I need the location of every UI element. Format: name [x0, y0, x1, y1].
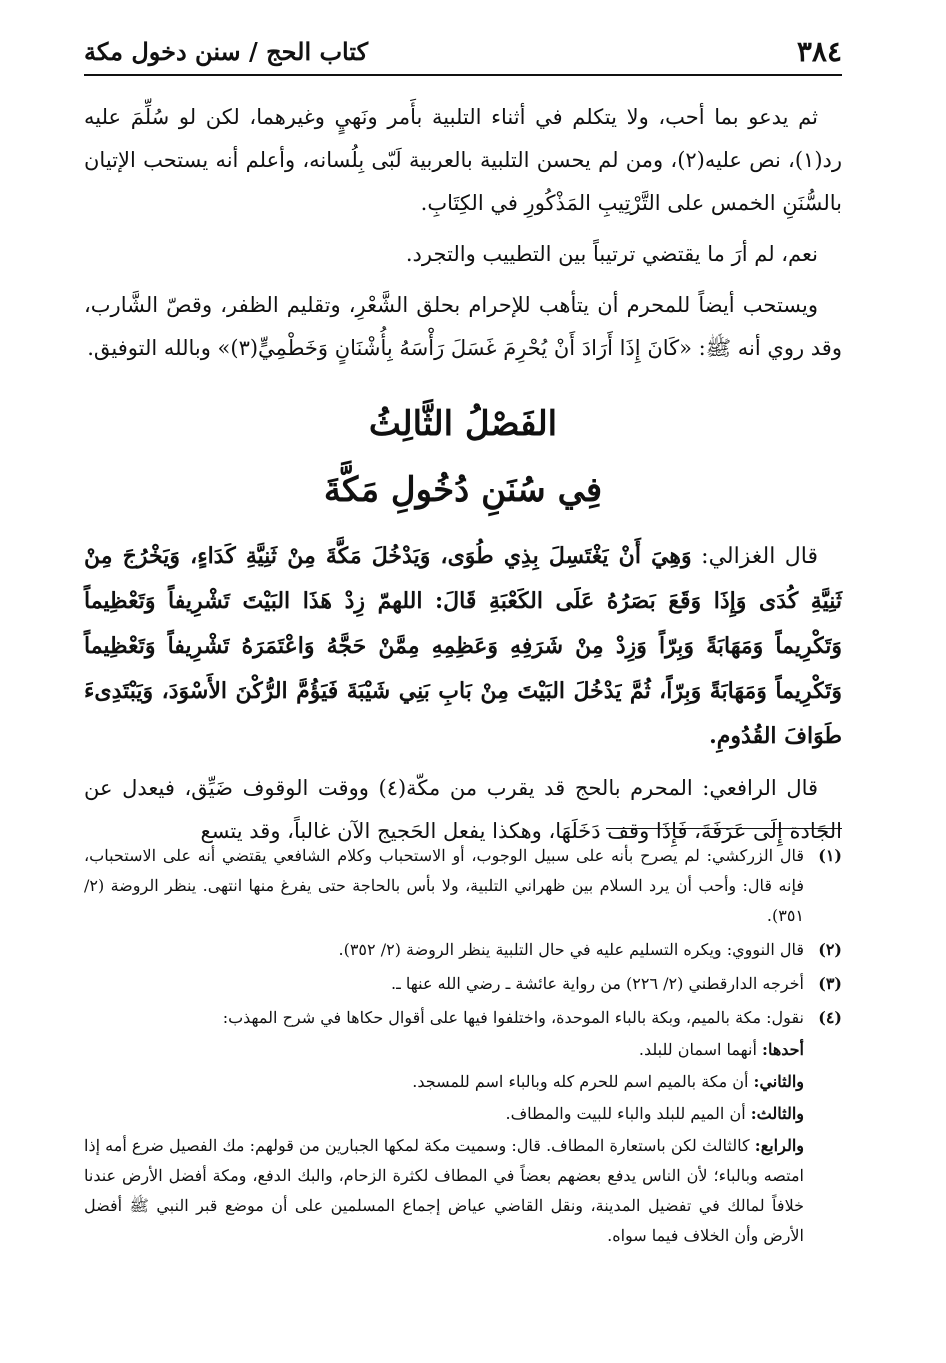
footnote-3: [84, 969, 842, 999]
footnote-text-block: [84, 1003, 804, 1253]
page-number: ٣٨٤: [796, 34, 842, 68]
footnote-item: [84, 1035, 804, 1065]
footnote-2: [84, 935, 842, 965]
ghazali-matn: وَهِيَ أَنْ يَغْتَسِلَ بِذِي طُوَى، وَيَدْخُلَ مَكَّةَ مِنْ ثَنِيَّةِ كَدَاءٍ، وَيَخْرُجَ مِنْ ثَنِيَّةِ كُدَى وَإِذَا وَقَعَ بَصَرُهُ عَلَى الكَعْبَةِ قَالَ: اللهمّ زِدْ هَذَا البَيْتَ تَشْرِيفاً وَتَعْظِيماً وَتَكْرِيماً وَمَهَابَةً وَبِرّاً وَزِدْ مِنْ شَرَفِهِ وَعَظِمِهِ مِمَّنْ حَجَّهُ وَاعْتَمَرَهُ تَشْرِيفاً وَتَعْظِيماً وَتَكْرِيماً وَمَهَابَةً وَبِرّاً، ثُمَّ يَدْخُلَ البَيْتَ مِنْ بَابِ بَنِي شَيْبَةَ فَيَؤُمَّ الرُّكْنَ الأَسْوَدَ، وَيَبْتَدِىءَ طَوَافَ القُدُومِ.: [84, 543, 842, 749]
paragraph-talbiya: ثم يدعو بما أحب، ولا يتكلم في أثناء التلبية بأَمر ونَهيٍ وغيرهما، لكن لو سُلِّمَ عليه رد(١)، نص عليه(٢)، ومن لم يحسن التلبية بالعربية لَبّى بِلُسانه، وأعلم أنه يستحب الإتيان بالسُّنَنِ الخمس على التَّرْتِيبِ المَذْكُورِ في الكِتَابِ.: [84, 105, 842, 215]
footnote-1: [84, 841, 842, 931]
item-text: أن الميم للبلد والباء للبيت والمطاف.: [505, 1104, 746, 1123]
footnote-number: (٤): [818, 1008, 842, 1027]
main-text: [84, 96, 842, 861]
item-label: أحدها:: [762, 1040, 804, 1059]
footnote-number: (١): [818, 846, 842, 865]
paragraph-ghazali: [84, 534, 842, 759]
footnote-4: [84, 1003, 842, 1253]
footnote-text: أخرجه الدارقطني (٢/ ٢٢٦) من رواية عائشة ـ رضي الله عنها ـ.: [391, 974, 804, 993]
ghazali-label: قال الغزالي:: [701, 544, 818, 569]
running-title: كتاب الحج / سنن دخول مكة: [84, 36, 369, 66]
footnote-divider: [606, 828, 842, 829]
chapter-subtitle: فِي سُنَنِ دُخُولِ مَكَّةَ: [323, 470, 603, 510]
footnote-text: قال الزركشي: لم يصرح بأنه على سبيل الوجوب، أو الاستحباب وكلام الشافعي يقتضي أنه على الاستحباب، فإنه قال: وأحب أن يرد السلام بين ظهراني التلبية، ولا بأس بالحاجة حتى يفرغ منها انتهى. ينظر الروضة (٢/ ٣٥١).: [84, 846, 805, 925]
item-label: والرابع:: [754, 1136, 804, 1155]
item-text: أنهما اسمان للبلد.: [638, 1040, 757, 1059]
item-label: والثاني:: [753, 1072, 804, 1091]
footnote-item: [84, 1067, 804, 1097]
paragraph-tartib: نعم، لم أرَ ما يقتضي ترتيباً بين التطييب والتجرد.: [405, 242, 818, 266]
footnote-number: (٣): [818, 974, 842, 993]
paragraph-tahayyu: ويستحب أيضاً للمحرم أن يتأهب للإحرام بحلق الشَّعْرِ، وتقليم الظفر، وقصّ الشَّارب، وقد روي أنه ﷺ: «كَانَ إِذَا أَرَادَ أَنْ يُحْرِمَ غَسَلَ رَأْسَهُ بِأُشْنَانٍ وَخَطْمِيٍّ(٣)» وبالله التوفيق.: [84, 293, 842, 360]
footnote-text: نقول: مكة بالميم، وبكة بالباء الموحدة، واختلفوا فيها على أقوال حكاها في شرح المهذب:: [222, 1008, 804, 1027]
footnote-item: [84, 1131, 804, 1251]
footnote-number: (٢): [818, 940, 842, 959]
footnotes: [84, 828, 842, 1257]
item-text: كالثالث لكن باستعارة المطاف. قال: وسميت مكة لمكها الجبارين من قولهم: مك الفصيل ضرع أمه إذا امتصه وبالباء؛ لأن الناس يدفع بعضهم بعضاً في المطاف لكثرة الزحام، والبك الدفع، ومكة أفضل الأرض عندنا خلافاً لمالك في تفضيل المدينة، ونقل القاضي عياض إجماع المسلمين على أن موضع قبر النبي ﷺ أفضل الأرض وأن الخلاف فيما سواه.: [84, 1136, 804, 1245]
footnote-item: [84, 1099, 804, 1129]
footnote-text: قال النووي: ويكره التسليم عليه في حال التلبية ينظر الروضة (٢/ ٣٥٢).: [338, 940, 804, 959]
item-label: والثالث:: [750, 1104, 804, 1123]
chapter-title: الفَصْلُ الثَّالِثُ: [368, 404, 558, 444]
page-header: [84, 28, 842, 76]
item-text: أن مكة بالميم اسم للحرم كله وبالباء اسم للمسجد.: [412, 1072, 749, 1091]
paragraph-rafii: قال الرافعي: المحرم بالحج قد يقرب من مكّة(٤) ووقت الوقوف ضَيِّق، فيعدل عن الجَادة إِلَى عَرَفَةَ، فَإِذَا وقف دَخَلَهَا، وهكذا يفعل الحَجيج الآن غالباً، وقد يتسع: [84, 776, 842, 843]
